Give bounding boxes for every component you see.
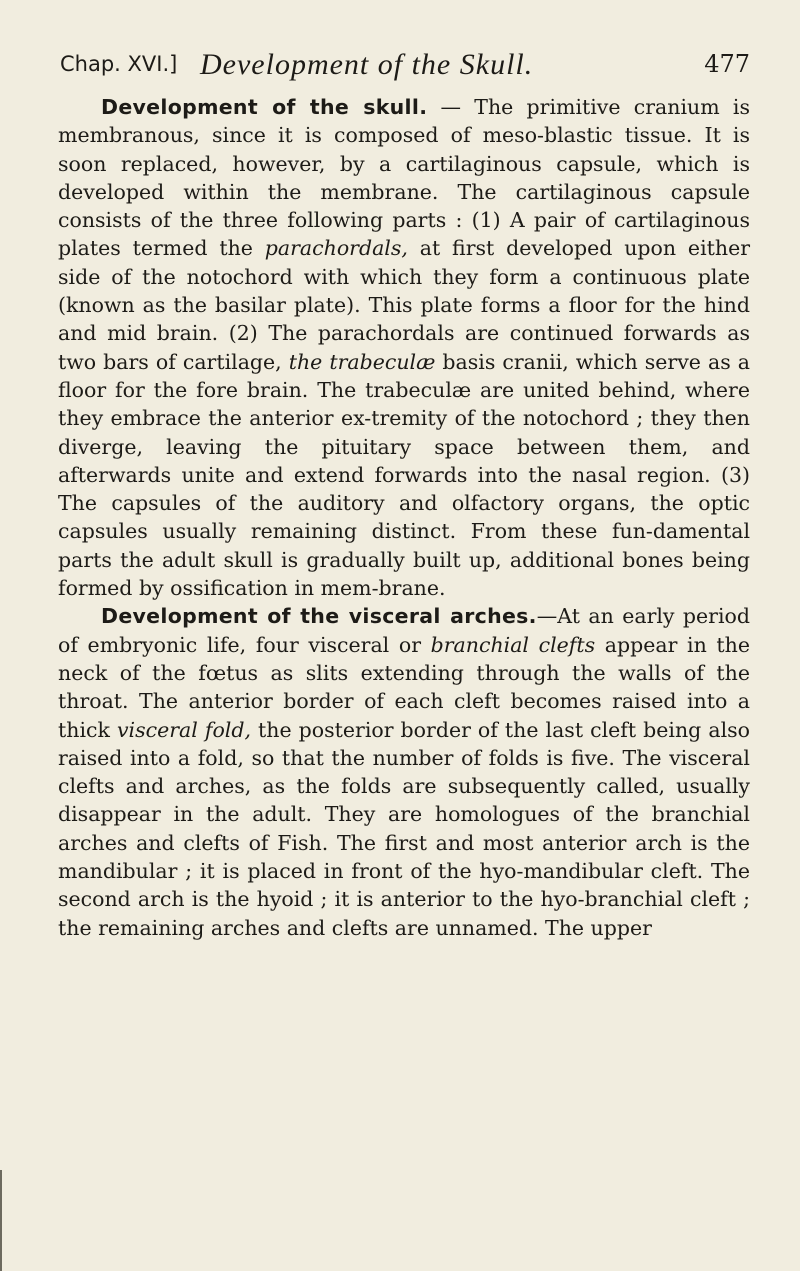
paragraph-visceral-arches: [58, 602, 750, 942]
page-edge-line: [0, 1170, 2, 1271]
chapter-label: Chap. XVI.]: [60, 52, 178, 76]
running-title: Development of the Skull.: [200, 48, 534, 81]
paragraph-text: the posterior border of the last cleft being also raised into a fold, so that the number of folds is five. The visceral clefts and arches, as the folds are subsequently called, usually disappear in the adult. They are homologues of the branchial arches and clefts of Fish. The first and most anterior arch is the mandibular ; it is placed in front of the hyo-mandibular cleft. The second arch is the hyoid ; it is anterior to the hyo-branchial cleft ; the remaining arches and clefts are unnamed. The upper: [58, 717, 750, 940]
page-number: 477: [704, 50, 750, 78]
paragraph-text: —At an early period of embryonic life, four visceral or: [58, 604, 750, 657]
paragraph-text: appear in the neck of the fœtus as slits extending through the walls of the throat. The anterior border of each cleft becomes raised into a thick: [58, 632, 750, 742]
paragraph-text: basis cranii, which serve as a floor for the fore brain. The trabeculæ are united behind, where they embrace the anterior ex-tremity of the notochord ; they then diverge, leaving the pituitary space between them, and afterwards unite and extend forwards into the nasal region. (3) The capsules of the auditory and olfactory organs, the optic capsules usually remaining distinct. From these fun-damental parts the adult skull is gradually built up, additional bones being formed by ossification in mem-brane.: [58, 349, 750, 601]
section-heading-visceral-arches: Development of the visceral arches.: [101, 604, 537, 629]
italic-term: parachordals,: [264, 236, 408, 261]
italic-term: the trabeculæ: [288, 349, 436, 374]
running-header: [60, 48, 750, 80]
body-text: [58, 93, 750, 942]
paragraph-skull: [58, 93, 750, 602]
italic-term: visceral fold,: [116, 717, 251, 742]
paragraph-text: — The primitive cranium is membranous, since it is composed of meso-blastic tissue. It is soon replaced, however, by a cartilaginous capsule, which is developed within the membrane. The cartilaginous capsule consists of the three following parts : (1) A pair of cartilaginous plates termed the: [58, 95, 750, 261]
italic-term: branchial clefts: [430, 632, 596, 657]
paragraph-text: at first developed upon either side of the notochord with which they form a continuous plate (known as the basilar plate). This plate forms a floor for the hind and mid brain. (2) The parachordals are continued forwards as two bars of cartilage,: [58, 236, 750, 374]
section-heading-skull: Development of the skull.: [101, 95, 428, 119]
